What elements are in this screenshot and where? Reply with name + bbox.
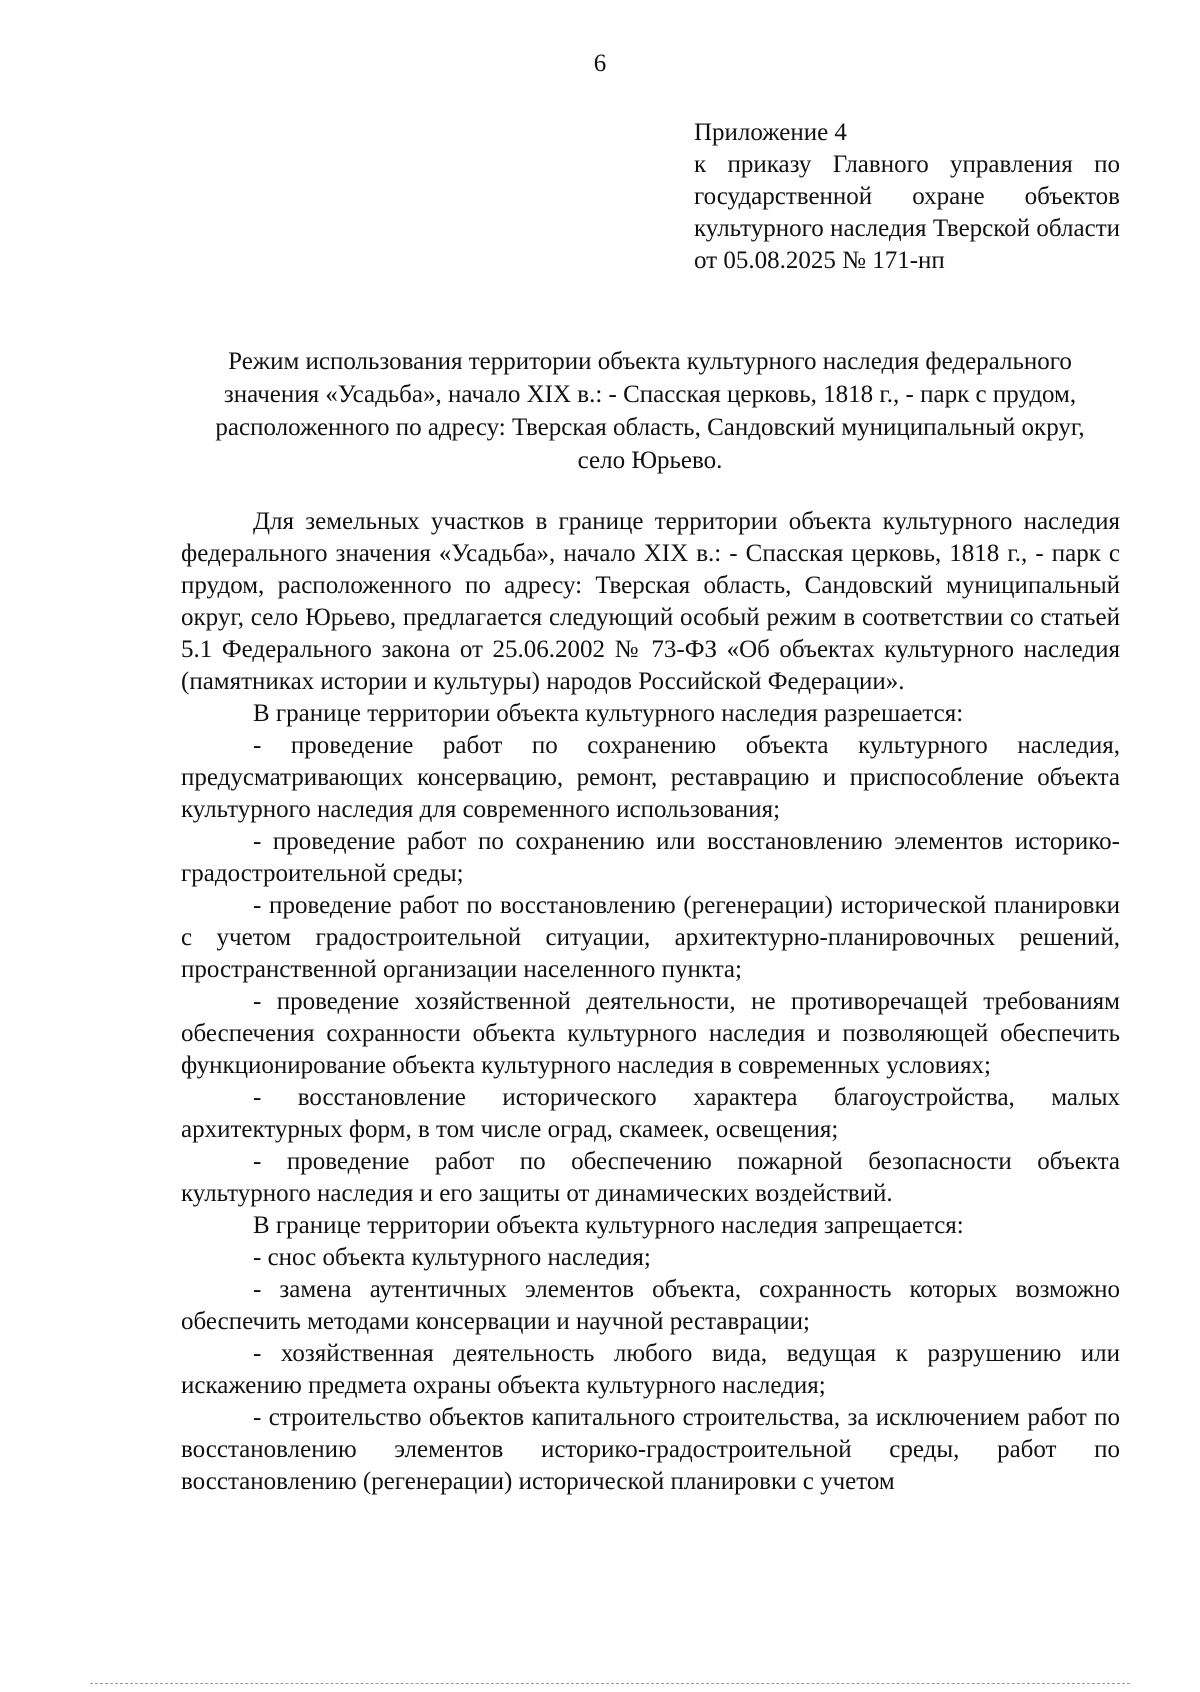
scan-edge-divider (90, 1683, 1130, 1685)
list-item-prohibited: - строительство объектов капитального строительства, за исключением работ по восстановлению элементов историко-градостроительной среды, работ по восстановлению (регенерации) исторической планировки с учетом (181, 1404, 1120, 1495)
document-title: Режим использования территории объекта культурного наследия федерального значения «Усадьба», начало XIX в.: - Спасская церковь, 1818 г., - парк с прудом, расположенного по адресу: Тверская область, Сандовский муниципальный округ, село Юрьево. (215, 348, 1085, 474)
document-body (181, 506, 1120, 1498)
list-item-allowed: - проведение работ по восстановлению (регенерации) исторической планировки с учетом градостроительной ситуации, архитектурно-планировочных решений, пространственной организации населенного пункта; (181, 892, 1120, 983)
list-item-prohibited: - снос объекта культурного наследия; (253, 1244, 651, 1271)
list-item-allowed: - восстановление исторического характера благоустройства, малых архитектурных форм, в том числе оград, скамеек, освещения; (181, 1084, 1120, 1143)
list-item-allowed: - проведение работ по сохранению объекта культурного наследия, предусматривающих консервацию, ремонт, реставрацию и приспособление объекта культурного наследия для современного использования; (181, 732, 1120, 823)
appendix-header (694, 117, 1120, 277)
list-item-allowed: - проведение работ по сохранению или восстановлению элементов историко-градостроительной среды; (181, 828, 1120, 887)
list-item-allowed: - проведение хозяйственной деятельности, не противоречащей требованиям обеспечения сохранности объекта культурного наследия и позволяющей обеспечить функционирование объекта культурного наследия в современных условиях; (181, 988, 1120, 1079)
list-item-prohibited: - хозяйственная деятельность любого вида, ведущая к разрушению или искажению предмета охраны объекта культурного наследия; (181, 1340, 1120, 1399)
paragraph-allowed-heading: В границе территории объекта культурного наследия разрешается: (253, 700, 964, 727)
appendix-title: Приложение 4 (694, 119, 847, 146)
page-number: 6 (593, 50, 607, 77)
list-item-allowed: - проведение работ по обеспечению пожарной безопасности объекта культурного наследия и его защиты от динамических воздействий. (181, 1148, 1120, 1207)
paragraph-prohibited-heading: В границе территории объекта культурного наследия запрещается: (253, 1212, 964, 1239)
list-item-prohibited: - замена аутентичных элементов объекта, сохранность которых возможно обеспечить методами консервации и научной реставрации; (181, 1276, 1120, 1335)
paragraph-intro: Для земельных участков в границе территории объекта культурного наследия федерального значения «Усадьба», начало XIX в.: - Спасская церковь, 1818 г., - парк с прудом, расположенного по адресу: Тверская область, Сандовский муниципальный округ, село Юрьево, предлагается следующий особый режим в соответствии со статьей 5.1 Федерального закона от 25.06.2002 № 73-ФЗ «Об объектах культурного наследия (памятниках истории и культуры) народов Российской Федерации». (181, 508, 1120, 695)
appendix-reference: к приказу Главного управления по государственной охране объектов культурного наследия Тверской области от 05.08.2025 № 171-нп (694, 151, 1120, 274)
